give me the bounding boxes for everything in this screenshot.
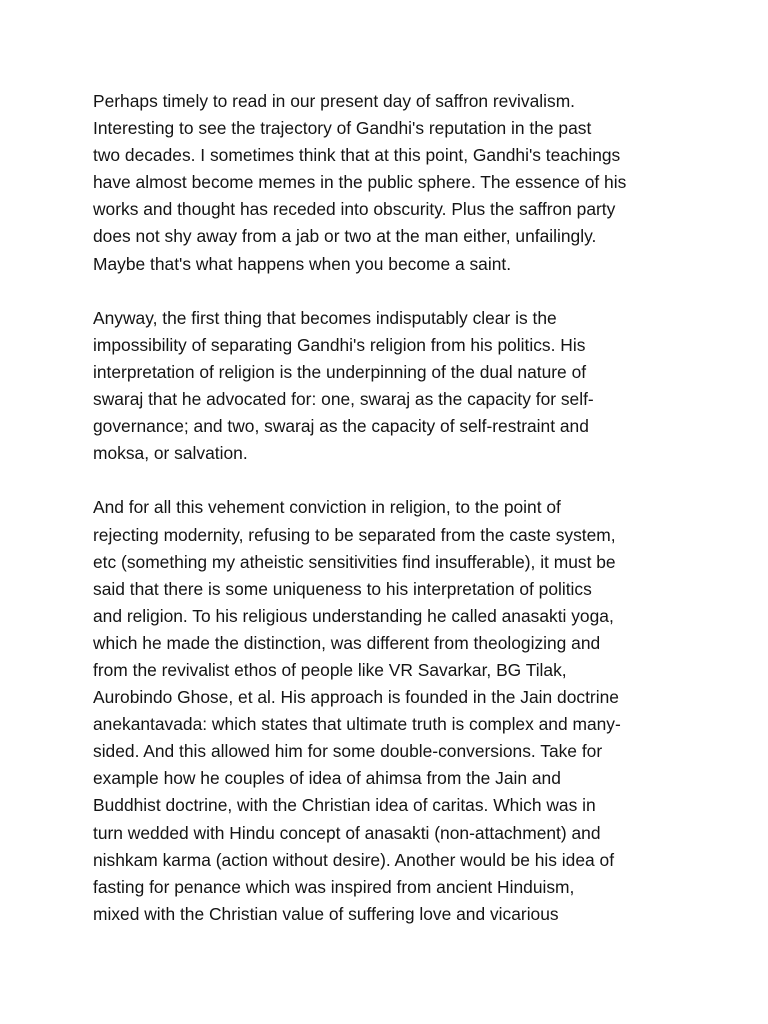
text-line: Buddhist doctrine, with the Christian idea of caritas. Which was in (93, 795, 596, 816)
text-line: turn wedded with Hindu concept of anasakti (non-attachment) and (93, 822, 601, 843)
text-line: Anyway, the first thing that becomes indisputably clear is the (93, 307, 557, 328)
text-line: sided. And this allowed him for some double-conversions. Take for (93, 741, 603, 762)
text-line: said that there is some uniqueness to his interpretation of politics (93, 578, 592, 599)
text-line: swaraj that he advocated for: one, swaraj as the capacity for self- (93, 389, 594, 410)
text-line: rejecting modernity, refusing to be separated from the caste system, (93, 524, 616, 545)
text-line: impossibility of separating Gandhi's religion from his politics. His (93, 334, 586, 355)
text-line: have almost become memes in the public sphere. The essence of his (93, 172, 627, 193)
text-line: Interesting to see the trajectory of Gandhi's reputation in the past (93, 118, 592, 139)
text-line: works and thought has receded into obscurity. Plus the saffron party (93, 199, 616, 220)
text-line: moksa, or salvation. (93, 443, 248, 464)
text-line: Maybe that's what happens when you become a saint. (93, 253, 512, 274)
text-line: example how he couples of idea of ahimsa from the Jain and (93, 768, 561, 789)
paragraph-3 (93, 494, 748, 928)
paragraph-2 (93, 305, 748, 468)
text-line: anekantavada: which states that ultimate truth is complex and many- (93, 714, 621, 735)
text-line: nishkam karma (action without desire). Another would be his idea of (93, 849, 615, 870)
text-line: fasting for penance which was inspired from ancient Hinduism, (93, 876, 575, 897)
text-line: two decades. I sometimes think that at this point, Gandhi's teachings (93, 145, 621, 166)
text-line: interpretation of religion is the underpinning of the dual nature of (93, 361, 587, 382)
text-line: Aurobindo Ghose, et al. His approach is founded in the Jain doctrine (93, 687, 619, 708)
text-line: does not shy away from a jab or two at the man either, unfailingly. (93, 226, 597, 247)
paragraph-1 (93, 88, 748, 278)
text-line: Perhaps timely to read in our present day of saffron revivalism. (93, 91, 576, 111)
text-line: etc (something my atheistic sensitivities find insufferable), it must be (93, 551, 616, 572)
text-line: And for all this vehement conviction in religion, to the point of (93, 497, 561, 518)
text-line: from the revivalist ethos of people like VR Savarkar, BG Tilak, (93, 659, 567, 680)
text-line: governance; and two, swaraj as the capacity of self-restraint and (93, 416, 589, 437)
text-line: which he made the distinction, was different from theologizing and (93, 632, 601, 653)
text-line: and religion. To his religious understanding he called anasakti yoga, (93, 605, 614, 626)
text-line: mixed with the Christian value of suffering love and vicarious (93, 903, 559, 924)
